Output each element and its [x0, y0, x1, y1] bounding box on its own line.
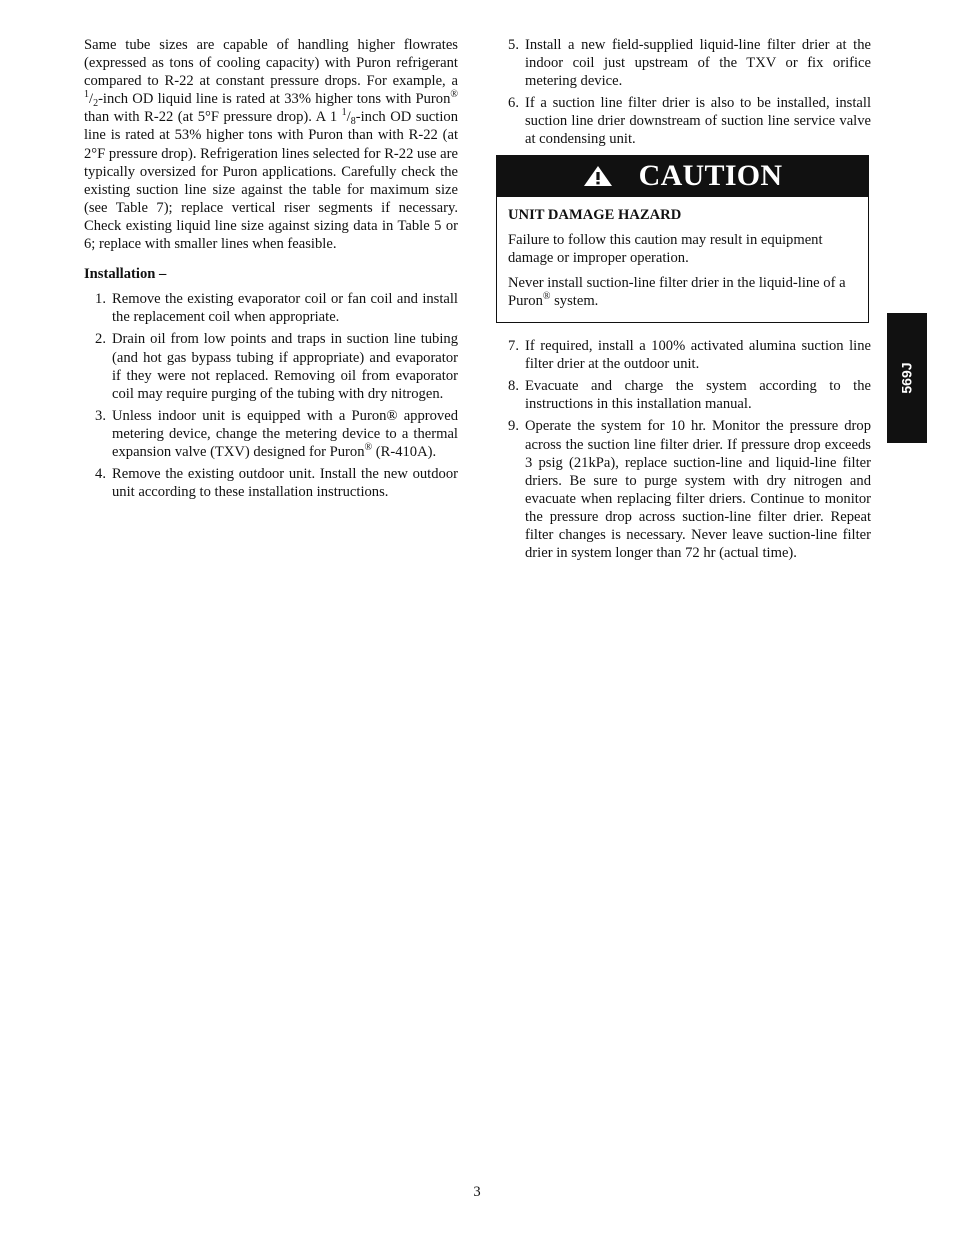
list-item: 9. Operate the system for 10 hr. Monitor the pressure drop across the suction line filter drier. If pressure drop exceeds 3 psig (21kPa), replace suction-line and liquid-line filter driers. Be sure to purge system with dry nitrogen and evacuate when replacing filter driers. Continue to monitor the pressure drop across suction-line filter drier. Repeat filter changes is necessary. Never leave suction-line filter drier in system longer than 72 hr (actual time).	[508, 418, 871, 562]
installation-steps-list	[84, 290, 458, 501]
hazard-title: UNIT DAMAGE HAZARD	[508, 206, 682, 223]
list-item: 1. Remove the existing evaporator coil or fan coil and install the replacement coil when appropriate.	[95, 291, 458, 326]
caution-text: Failure to follow this caution may result in equipment damage or improper operation.	[508, 231, 823, 266]
model-side-tab	[887, 313, 927, 443]
model-number: 569J	[898, 362, 915, 394]
intro-paragraph: Same tube sizes are capable of handling higher flowrates (expressed as tons of cooling capacity) with Puron refrigerant compared to R-22 at constant pressure drops. For example, a $^1/_2$-inch OD liquid line is rated at 33% higher tons with Puron® than with R-22 (at 5°F pressure drop). A 1 $^1/_8$-inch OD suction line is rated at 53% higher tons with Puron than with R-22 (at 2°F pressure drop). Refrigeration lines selected for R-22 use are typically oversized for Puron applications. Carefully check the existing suction line size against the table for maximum size (see Table 7); replace vertical riser segments if necessary. Check existing liquid line size against sizing data in Table 5 or 6; replace with smaller lines when feasible.	[84, 37, 458, 253]
list-item: 3. Unless indoor unit is equipped with a Puron® approved metering device, change the metering device to a thermal expansion valve (TXV) designed for Puron® (R-410A).	[95, 407, 458, 460]
caution-header	[497, 156, 868, 197]
list-item: 4. Remove the existing outdoor unit. Install the new outdoor unit according to these installation instructions.	[95, 466, 458, 501]
list-item: 7. If required, install a 100% activated alumina suction line filter drier at the outdoor unit.	[508, 338, 871, 373]
left-column	[84, 36, 458, 505]
right-column	[497, 36, 871, 566]
installation-steps-list-continued	[497, 36, 871, 149]
list-item: 5. Install a new field-supplied liquid-line filter drier at the indoor coil just upstream of the TXV or fix orifice metering device.	[508, 37, 871, 90]
caution-title: CAUTION	[638, 159, 783, 193]
installation-steps-list-final	[497, 337, 871, 562]
caution-box	[496, 155, 869, 323]
list-item: 6. If a suction line filter drier is also to be installed, install suction line drier downstream of suction line service valve at condensing unit.	[508, 95, 871, 148]
caution-body	[497, 197, 868, 322]
list-item: 2. Drain oil from low points and traps in suction line tubing (and hot gas bypass tubing if appropriate) and evaporator if they were not replaced. Removing oil from evaporator coil may require purging of the tubing with dry nitrogen.	[95, 331, 458, 402]
list-item: 8. Evacuate and charge the system according to the instructions in this installation manual.	[508, 378, 871, 413]
caution-text: Never install suction-line filter drier in the liquid-line of a Puron® system.	[508, 274, 846, 309]
installation-heading: Installation –	[84, 266, 167, 283]
page-number: 3	[473, 1184, 481, 1200]
warning-triangle-icon	[583, 165, 613, 187]
